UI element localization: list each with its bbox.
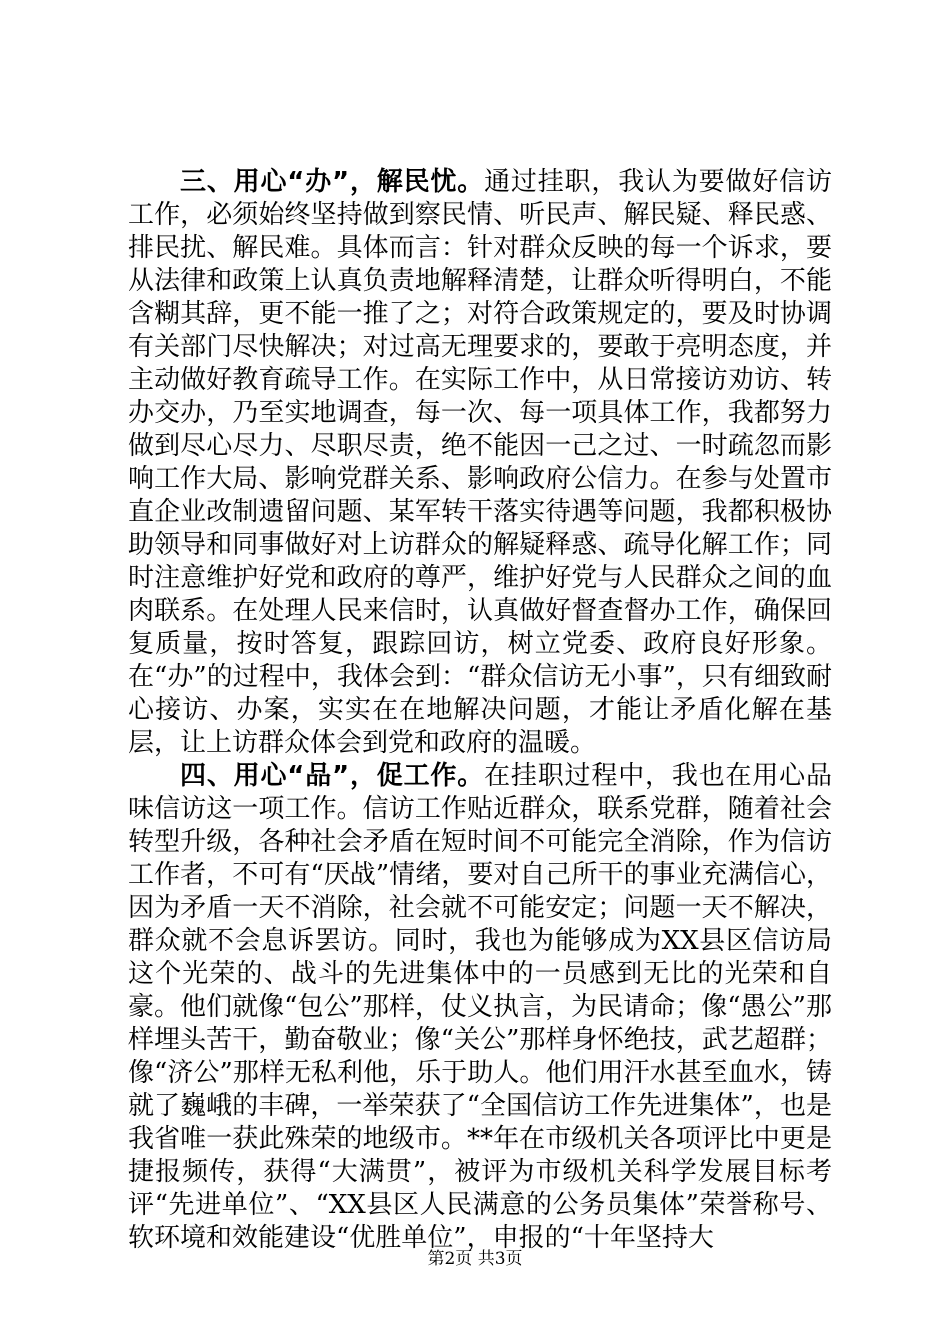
section-body: 通过挂职，我认为要做好信访工作，必须始终坚持做到察民情、听民声、解民疑、释民惑、排民扰、解民难。具体而言：针对群众反映的每一个诉求，要从法律和政策上认真负责地解释清楚，让群众听得明白，不能含糊其辞，更不能一推了之；对符合政策规定的，要及时协调有关部门尽快解决；对过高无理要求的，要敢于亮明态度，并主动做好教育疏导工作。在实际工作中，从日常接访劝访、转办交办，乃至实地调查，每一次、每一项具体工作，我都努力做到尽心尽力、尽职尽责，绝不能因一己之过、一时疏忽而影响工作大局、影响党群关系、影响政府公信力。在参与处置市直企业改制遗留问题、某军转干落实待遇等问题，我都积极协助领导和同事做好对上访群众的解疑释惑、疏导化解工作；同时注意维护好党和政府的尊严，维护好党与人民群众之间的血肉联系。在处理人民来信时，认真做好督查督办工作，确保回复质量，按时答复，跟踪回访，树立党委、政府良好形象。在“办”的过程中，我体会到：“群众信访无小事”，只有细致耐心接访、办案，实实在在地解决问题，才能让矛盾化解在基层，让上访群众体会到党和政府的温暖。	[128, 167, 832, 758]
section-body: 在挂职过程中，我也在用心品味信访这一项工作。信访工作贴近群众，联系党群，随着社会转型升级，各种社会矛盾在短时间不可能完全消除，作为信访工作者，不可有“厌战”情绪，要对自己所干的事业充满信心，因为矛盾一天不消除，社会就不可能安定；问题一天不解决，群众就不会息诉罢访。同时，我也为能够成为XX县区信访局这个光荣的、战斗的先进集体中的一员感到无比的光荣和自豪。他们就像“包公”那样，仗义执言，为民请命；像“愚公”那样埋头苦干，勤奋敬业；像“关公”那样身怀绝技，武艺超群；像“济公”那样无私利他，乐于助人。他们用汗水甚至血水，铸就了巍峨的丰碑，一举荣获了“全国信访工作先进集体”，也是我省唯一获此殊荣的地级市。**年在市级机关各项评比中更是捷报频传，获得“大满贯”，被评为市级机关科学发展目标考评“先进单位”、“XX县区人民满意的公务员集体”荣誉称号、软环境和效能建设“优胜单位”，申报的“十年坚持大	[128, 761, 832, 1253]
page-footer: 第2页 共3页	[427, 1249, 523, 1269]
section-paragraph	[128, 166, 832, 760]
section-paragraph	[128, 760, 832, 1255]
section-heading: 四、用心“品”，促工作。	[180, 761, 485, 791]
section-heading: 三、用心“办”，解民忧。	[180, 167, 485, 197]
document-body	[128, 166, 832, 1255]
